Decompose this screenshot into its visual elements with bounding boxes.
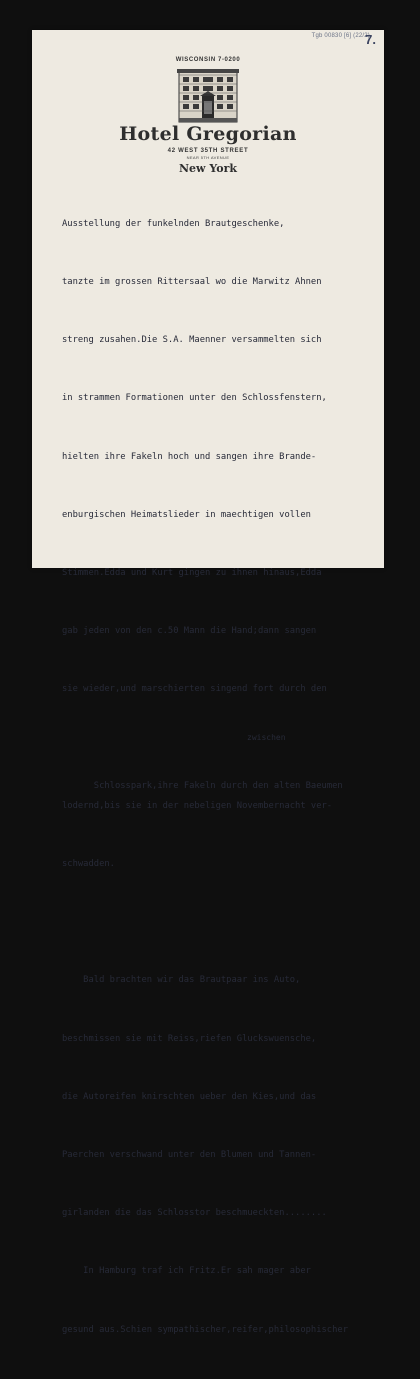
archive-reference: Tgb 00830 [6] (22/2) <box>311 33 370 39</box>
text-line: schwadden. <box>62 859 115 870</box>
text-line <box>62 913 380 932</box>
hotel-address: 42 WEST 35TH STREET <box>167 148 249 154</box>
text-line: Ausstellung der funkelnden Brautgeschenke, <box>62 218 285 229</box>
hotel-cross-street: NEAR 5TH AVENUE <box>186 155 230 160</box>
text-line: hielten ihre Fakeln hoch und sangen ihre Brande- <box>62 451 317 462</box>
text-line: in strammen Formationen unter den Schlossfenstern, <box>62 393 327 404</box>
text-line-with-correction <box>62 732 380 792</box>
text-line: enburgischen Heimatslieder in maechtigen vollen <box>62 509 311 520</box>
text-line: gesund aus.Schien sympathischer,reifer,philosophischer <box>62 1324 348 1335</box>
hotel-name: Hotel Gregorian <box>119 123 297 145</box>
text-line: Paerchen verschwand unter den Blumen und Tannen- <box>62 1150 317 1161</box>
text-line: In Hamburg traf ich Fritz.Er sah mager aber <box>62 1266 311 1277</box>
letter-page <box>32 30 384 1335</box>
page-number: 7. <box>365 32 376 47</box>
text-line: gab jeden von den c.50 Mann die Hand;dann sangen <box>62 626 317 637</box>
letterhead-phone: WISCONSIN 7-0200 <box>175 57 241 63</box>
text-line: streng zusahen.Die S.A. Maenner versammelten sich <box>62 335 322 346</box>
text-line: sie wieder,und marschierten singend fort durch den <box>62 684 327 695</box>
text-line: beschmissen sie mit Reiss,riefen Gluckswuensche, <box>62 1033 317 1044</box>
interlinear-correction: zwischen <box>247 732 286 742</box>
text-line: lodernd,bis sie in der nebeligen Novembernacht ver- <box>62 800 333 811</box>
text-line: girlanden die das Schlosstor beschmueckten........ <box>62 1208 327 1219</box>
text-line: Stimmen.Edda und Kurt gingen zu ihnen hinaus,Edda <box>62 568 322 579</box>
hotel-city: New York <box>178 162 237 175</box>
text-line: tanzte im grossen Rittersaal wo die Marwitz Ahnen <box>62 277 322 288</box>
text-line: Bald brachten wir das Brautpaar ins Auto, <box>62 975 301 986</box>
typed-letter-body <box>62 176 380 1379</box>
text-line: Schlosspark,ihre Fakeln durch den alten Baeumen <box>93 781 343 792</box>
hotel-building-illustration <box>175 66 241 122</box>
text-line: die Autoreifen knirschten ueber den Kies,und das <box>62 1091 317 1102</box>
